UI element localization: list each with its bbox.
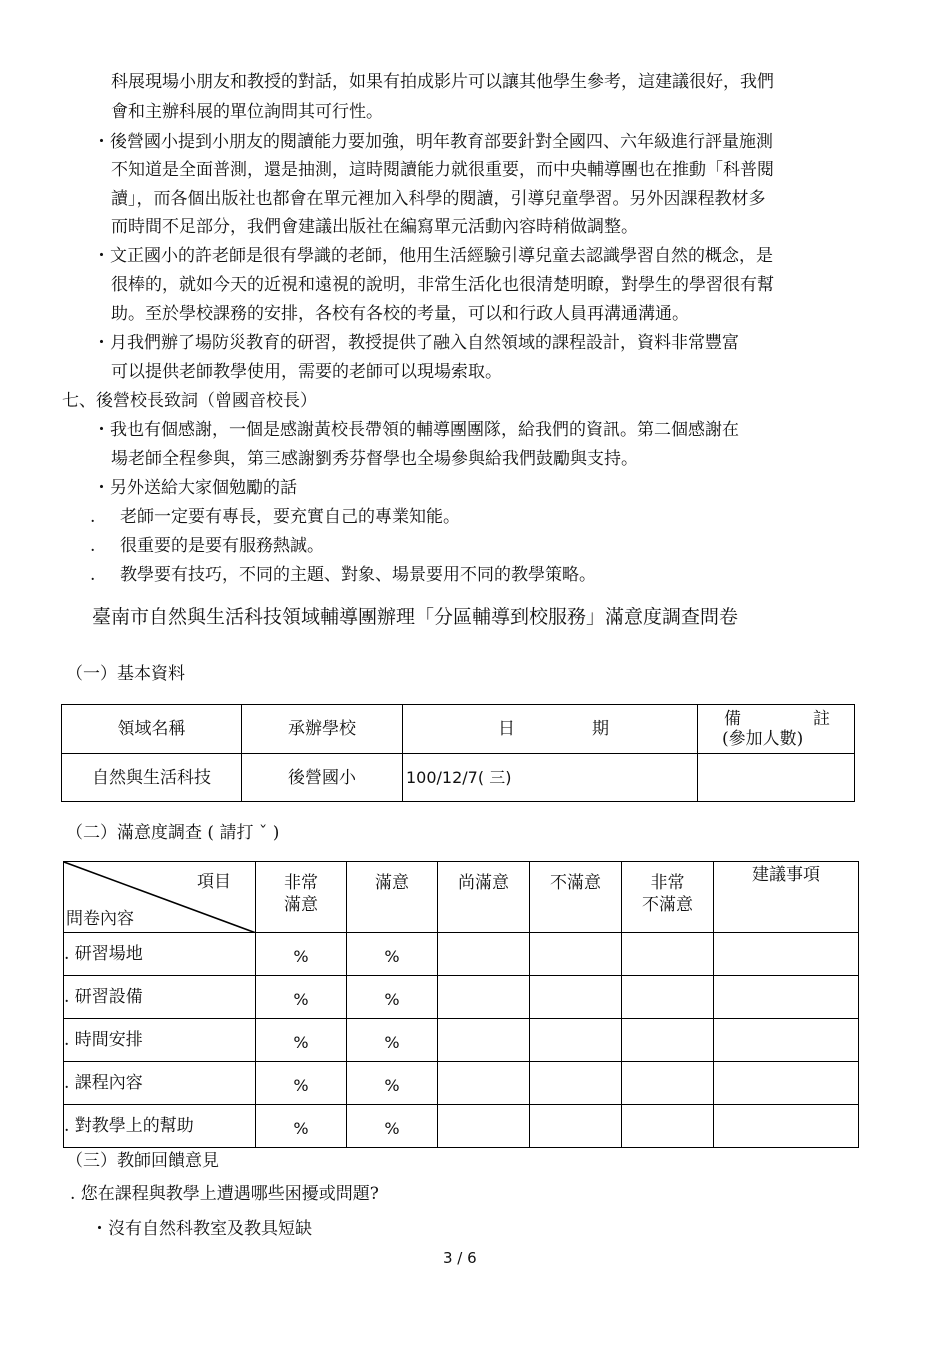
empty-cell xyxy=(714,976,859,1019)
row-item: . 研習設備 xyxy=(64,976,256,1019)
paragraph-line: 助。至於學校課務的安排，各校有各校的考量，可以和行政人員再溝通溝通。 xyxy=(111,304,689,324)
col-very-satisfied: 非常 滿意 xyxy=(256,862,347,933)
bullet-line: ・文正國小的許老師是很有學識的老師，他用生活經驗引導兒童去認識學習自然的概念，是 xyxy=(93,246,773,266)
empty-cell xyxy=(622,1019,714,1062)
list-item: 很重要的是要有服務熱誠。 xyxy=(120,536,324,556)
empty-cell xyxy=(530,933,622,976)
empty-cell xyxy=(530,976,622,1019)
feedback-answer: ・沒有自然科教室及教具短缺 xyxy=(91,1219,312,1239)
row-item: . 課程內容 xyxy=(64,1062,256,1105)
row-value: % xyxy=(256,976,347,1019)
list-item: 教學要有技巧，不同的主題、對象、場景要用不同的教學策略。 xyxy=(120,565,596,585)
row-value: % xyxy=(347,1062,438,1105)
header-note-left: 備 xyxy=(724,709,741,729)
empty-cell xyxy=(438,933,530,976)
empty-cell xyxy=(714,1105,859,1148)
paragraph-line: 而時間不足部分，我們會建議出版社在編寫單元活動內容時稍做調整。 xyxy=(111,217,638,237)
header-note-sub: (參加人數) xyxy=(722,729,804,749)
list-item: 老師一定要有專長，要充實自己的專業知能。 xyxy=(120,507,460,527)
header-school: 承辦學校 xyxy=(242,705,403,754)
empty-cell xyxy=(438,1105,530,1148)
bullet-line: ・後營國小提到小朋友的閱讀能力要加強，明年教育部要針對全國四、六年級進行評量施測 xyxy=(93,132,773,152)
row-value: % xyxy=(347,1019,438,1062)
table-row xyxy=(64,1062,859,1105)
empty-cell xyxy=(438,1019,530,1062)
paragraph-line: 科展現場小朋友和教授的對話，如果有拍成影片可以讓其他學生參考，這建議很好，我們 xyxy=(111,72,774,92)
col-dissatisfied: 不滿意 xyxy=(530,862,622,933)
empty-cell xyxy=(530,1105,622,1148)
row-item: . 研習場地 xyxy=(64,933,256,976)
col-very-dissatisfied: 非常 不滿意 xyxy=(622,862,714,933)
row-item: . 時間安排 xyxy=(64,1019,256,1062)
empty-cell xyxy=(622,1062,714,1105)
section-heading: （三）教師回饋意見 xyxy=(66,1151,219,1171)
bullet-line: ・另外送給大家個勉勵的話 xyxy=(93,478,297,498)
empty-cell xyxy=(438,1062,530,1105)
row-value: % xyxy=(256,1019,347,1062)
paragraph-line: 不知道是全面普測，還是抽測，這時閱讀能力就很重要，而中央輔導團也在推動「科普閱 xyxy=(111,160,774,180)
row-value: % xyxy=(256,933,347,976)
paragraph-line: 場老師全程參與，第三感謝劉秀芬督學也全場參與給我們鼓勵與支持。 xyxy=(111,449,638,469)
empty-cell xyxy=(714,1062,859,1105)
table-row xyxy=(64,1019,859,1062)
section-heading: （一）基本資料 xyxy=(66,664,185,684)
corner-header xyxy=(64,862,256,933)
empty-cell xyxy=(530,1019,622,1062)
bullet-line: ・月我們辦了場防災教育的研習，教授提供了融入自然領域的課程設計，資料非常豐富 xyxy=(93,333,739,353)
section-heading: 七、後營校長致詞（曾國音校長） xyxy=(62,391,317,411)
empty-cell xyxy=(622,1105,714,1148)
corner-bottom-label: 問卷內容 xyxy=(66,909,134,929)
list-marker: . xyxy=(90,507,96,527)
col-suggestions: 建議事項 xyxy=(714,862,859,933)
row-item: . 對教學上的幫助 xyxy=(64,1105,256,1148)
row-value: % xyxy=(347,976,438,1019)
table-row xyxy=(64,976,859,1019)
table-row xyxy=(64,1105,859,1148)
row-value: % xyxy=(256,1105,347,1148)
satisfaction-table xyxy=(63,861,859,1148)
paragraph-line: 很棒的，就如今天的近視和遠視的說明，非常生活化也很清楚明瞭，對學生的學習很有幫 xyxy=(111,275,774,295)
list-marker: . xyxy=(90,565,96,585)
cell-school: 後營國小 xyxy=(242,754,403,802)
basic-info-table xyxy=(61,704,855,802)
header-date xyxy=(403,705,698,754)
empty-cell xyxy=(622,933,714,976)
table-row xyxy=(64,933,859,976)
section-heading: （二）滿意度調查 ( 請打 ˇ ) xyxy=(66,823,280,843)
cell-date: 100/12/7( 三) xyxy=(403,754,698,802)
empty-cell xyxy=(714,1019,859,1062)
survey-title: 臺南市自然與生活科技領域輔導團辦理「分區輔導到校服務」滿意度調查問卷 xyxy=(92,606,739,628)
header-date-right: 期 xyxy=(592,719,609,739)
paragraph-line: 會和主辦科展的單位詢問其可行性。 xyxy=(111,102,383,122)
empty-cell xyxy=(438,976,530,1019)
feedback-question: . 您在課程與教學上遭遇哪些困擾或問題? xyxy=(70,1184,379,1204)
empty-cell xyxy=(714,933,859,976)
page-number: 3 / 6 xyxy=(443,1249,477,1267)
empty-cell xyxy=(530,1062,622,1105)
header-note xyxy=(698,705,855,754)
bullet-line: ・我也有個感謝，一個是感謝黃校長帶領的輔導團團隊，給我們的資訊。第二個感謝在 xyxy=(93,420,739,440)
row-value: % xyxy=(256,1062,347,1105)
list-marker: . xyxy=(90,536,96,556)
paragraph-line: 可以提供老師教學使用，需要的老師可以現場索取。 xyxy=(111,362,502,382)
corner-top-label: 項目 xyxy=(197,872,231,892)
cell-note xyxy=(698,754,855,802)
cell-domain: 自然與生活科技 xyxy=(62,754,242,802)
paragraph-line: 讀」，而各個出版社也都會在單元裡加入科學的閱讀，引導兒童學習。另外因課程教材多 xyxy=(111,189,766,209)
empty-cell xyxy=(622,976,714,1019)
col-fairly-satisfied: 尚滿意 xyxy=(438,862,530,933)
header-note-right: 註 xyxy=(813,709,830,729)
header-domain: 領域名稱 xyxy=(62,705,242,754)
header-date-left: 日 xyxy=(498,719,515,739)
row-value: % xyxy=(347,933,438,976)
col-satisfied: 滿意 xyxy=(347,862,438,933)
row-value: % xyxy=(347,1105,438,1148)
